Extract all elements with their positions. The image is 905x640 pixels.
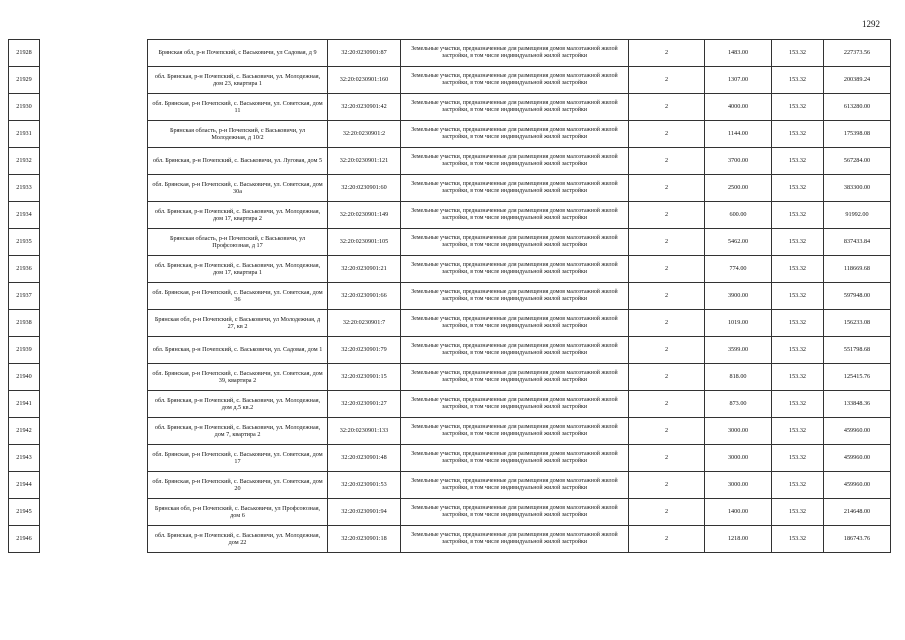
row-number: 21935	[9, 229, 40, 256]
land-use-cell: Земельные участки, предназначенные для размещения домов малоэтажной жилой застройки, в том числе индивидуальной жилой застройки	[401, 148, 629, 175]
column-gap	[40, 283, 148, 310]
area-cell: 1019.00	[705, 310, 772, 337]
row-number: 21932	[9, 148, 40, 175]
address-cell: Брянская обл, р-н Почепский, с Васьковичи, ул Молодежная, д 27, кв 2	[148, 310, 328, 337]
group-cell: 2	[629, 472, 705, 499]
cadastral-number-cell: 32:20:0230901:27	[328, 391, 401, 418]
address-cell: обл. Брянская, р-н Почепский, с. Васьковичи, ул. Луговая, дом 5	[148, 148, 328, 175]
table-row	[9, 499, 891, 526]
address-cell: обл. Брянская, р-н Почепский, с. Васьковичи, ул. Молодежная, дом 17, квартира 2	[148, 202, 328, 229]
rate-cell: 153.32	[772, 40, 824, 67]
column-gap	[40, 526, 148, 553]
group-cell: 2	[629, 418, 705, 445]
column-gap	[40, 418, 148, 445]
cadastral-number-cell: 32:20:0230901:121	[328, 148, 401, 175]
cadastral-number-cell: 32:20:0230901:87	[328, 40, 401, 67]
land-use-cell: Земельные участки, предназначенные для размещения домов малоэтажной жилой застройки, в том числе индивидуальной жилой застройки	[401, 499, 629, 526]
cadastral-number-cell: 32:20:0230901:53	[328, 472, 401, 499]
address-cell: обл. Брянская, р-н Почепский, с. Васьковичи, ул. Молодежная, дом 7, квартира 2	[148, 418, 328, 445]
rate-cell: 153.32	[772, 337, 824, 364]
table-row	[9, 445, 891, 472]
land-use-cell: Земельные участки, предназначенные для размещения домов малоэтажной жилой застройки, в том числе индивидуальной жилой застройки	[401, 94, 629, 121]
column-gap	[40, 40, 148, 67]
table-row	[9, 229, 891, 256]
land-use-cell: Земельные участки, предназначенные для размещения домов малоэтажной жилой застройки, в том числе индивидуальной жилой застройки	[401, 337, 629, 364]
table-row	[9, 283, 891, 310]
row-number: 21946	[9, 526, 40, 553]
area-cell: 1307.00	[705, 67, 772, 94]
group-cell: 2	[629, 148, 705, 175]
column-gap	[40, 472, 148, 499]
cadastral-value-cell: 156233.08	[824, 310, 891, 337]
area-cell: 1218.00	[705, 526, 772, 553]
table-row	[9, 256, 891, 283]
land-use-cell: Земельные участки, предназначенные для размещения домов малоэтажной жилой застройки, в том числе индивидуальной жилой застройки	[401, 364, 629, 391]
address-cell: Брянская обл, р-н Почепский, с. Васьковичи, ул Профсоюзная, дом 6	[148, 499, 328, 526]
address-cell: обл. Брянская, р-н Почепский, с. Васьковичи, ул. Советская, дом 17	[148, 445, 328, 472]
rate-cell: 153.32	[772, 283, 824, 310]
cadastral-value-cell: 597948.00	[824, 283, 891, 310]
group-cell: 2	[629, 202, 705, 229]
address-cell: обл. Брянская, р-н Почепский, с. Васьковичи, ул. Советская, дом 20	[148, 472, 328, 499]
table-row	[9, 40, 891, 67]
group-cell: 2	[629, 526, 705, 553]
group-cell: 2	[629, 67, 705, 94]
area-cell: 774.00	[705, 256, 772, 283]
cadastral-value-cell: 91992.00	[824, 202, 891, 229]
group-cell: 2	[629, 310, 705, 337]
address-cell: обл. Брянская, р-н Почепский, с. Васьковичи, ул. Советская, дом 36	[148, 283, 328, 310]
cadastral-number-cell: 32:20:0230901:160	[328, 67, 401, 94]
row-number: 21933	[9, 175, 40, 202]
area-cell: 5462.00	[705, 229, 772, 256]
land-use-cell: Земельные участки, предназначенные для размещения домов малоэтажной жилой застройки, в том числе индивидуальной жилой застройки	[401, 283, 629, 310]
cadastral-number-cell: 32:20:0230901:42	[328, 94, 401, 121]
area-cell: 3000.00	[705, 472, 772, 499]
rate-cell: 153.32	[772, 175, 824, 202]
column-gap	[40, 364, 148, 391]
group-cell: 2	[629, 229, 705, 256]
column-gap	[40, 148, 148, 175]
column-gap	[40, 337, 148, 364]
rate-cell: 153.32	[772, 67, 824, 94]
cadastral-number-cell: 32:20:0230901:60	[328, 175, 401, 202]
address-cell: обл. Брянская, р-н Почепский, с. Васьковичи, ул. Молодежная, дом 22	[148, 526, 328, 553]
cadastral-number-cell: 32:20:0230901:133	[328, 418, 401, 445]
page-number: 1292	[862, 19, 880, 29]
column-gap	[40, 67, 148, 94]
land-use-cell: Земельные участки, предназначенные для размещения домов малоэтажной жилой застройки, в том числе индивидуальной жилой застройки	[401, 472, 629, 499]
rate-cell: 153.32	[772, 472, 824, 499]
group-cell: 2	[629, 94, 705, 121]
table-row	[9, 418, 891, 445]
row-number: 21936	[9, 256, 40, 283]
row-number: 21938	[9, 310, 40, 337]
cadastral-value-cell: 133848.36	[824, 391, 891, 418]
land-use-cell: Земельные участки, предназначенные для размещения домов малоэтажной жилой застройки, в том числе индивидуальной жилой застройки	[401, 202, 629, 229]
row-number: 21945	[9, 499, 40, 526]
group-cell: 2	[629, 364, 705, 391]
land-use-cell: Земельные участки, предназначенные для размещения домов малоэтажной жилой застройки, в том числе индивидуальной жилой застройки	[401, 175, 629, 202]
cadastral-number-cell: 32:20:0230901:66	[328, 283, 401, 310]
row-number: 21928	[9, 40, 40, 67]
cadastral-value-cell: 186743.76	[824, 526, 891, 553]
column-gap	[40, 499, 148, 526]
rate-cell: 153.32	[772, 94, 824, 121]
row-number: 21944	[9, 472, 40, 499]
group-cell: 2	[629, 499, 705, 526]
cadastral-number-cell: 32:20:0230901:18	[328, 526, 401, 553]
land-use-cell: Земельные участки, предназначенные для размещения домов малоэтажной жилой застройки, в том числе индивидуальной жилой застройки	[401, 121, 629, 148]
address-cell: обл. Брянская, р-н Почепский, с. Васьковичи, ул. Советская, дом 30а	[148, 175, 328, 202]
column-gap	[40, 256, 148, 283]
area-cell: 3700.00	[705, 148, 772, 175]
row-number: 21943	[9, 445, 40, 472]
table-row	[9, 472, 891, 499]
area-cell: 3599.00	[705, 337, 772, 364]
column-gap	[40, 94, 148, 121]
table-row	[9, 94, 891, 121]
land-use-cell: Земельные участки, предназначенные для размещения домов малоэтажной жилой застройки, в том числе индивидуальной жилой застройки	[401, 526, 629, 553]
land-use-cell: Земельные участки, предназначенные для размещения домов малоэтажной жилой застройки, в том числе индивидуальной жилой застройки	[401, 229, 629, 256]
table-row	[9, 310, 891, 337]
area-cell: 818.00	[705, 364, 772, 391]
cadastral-number-cell: 32:20:0230901:15	[328, 364, 401, 391]
row-number: 21939	[9, 337, 40, 364]
table-row	[9, 391, 891, 418]
area-cell: 3900.00	[705, 283, 772, 310]
group-cell: 2	[629, 445, 705, 472]
address-cell: обл. Брянская, р-н Почепский, с. Васьковичи, ул. Молодежная, дом 23, квартира 1	[148, 67, 328, 94]
column-gap	[40, 445, 148, 472]
cadastral-value-cell: 459960.00	[824, 418, 891, 445]
cadastral-number-cell: 32:20:0230901:105	[328, 229, 401, 256]
table-row	[9, 202, 891, 229]
column-gap	[40, 121, 148, 148]
cadastral-value-cell: 214648.00	[824, 499, 891, 526]
rate-cell: 153.32	[772, 229, 824, 256]
land-parcels-table	[8, 39, 891, 553]
cadastral-value-cell: 613280.00	[824, 94, 891, 121]
land-use-cell: Земельные участки, предназначенные для размещения домов малоэтажной жилой застройки, в том числе индивидуальной жилой застройки	[401, 40, 629, 67]
area-cell: 1483.00	[705, 40, 772, 67]
row-number: 21941	[9, 391, 40, 418]
group-cell: 2	[629, 40, 705, 67]
group-cell: 2	[629, 175, 705, 202]
cadastral-value-cell: 383300.00	[824, 175, 891, 202]
group-cell: 2	[629, 283, 705, 310]
cadastral-value-cell: 175398.08	[824, 121, 891, 148]
row-number: 21934	[9, 202, 40, 229]
table-row	[9, 526, 891, 553]
table-row	[9, 364, 891, 391]
rate-cell: 153.32	[772, 526, 824, 553]
rate-cell: 153.32	[772, 445, 824, 472]
rate-cell: 153.32	[772, 499, 824, 526]
area-cell: 600.00	[705, 202, 772, 229]
area-cell: 4000.00	[705, 94, 772, 121]
cadastral-value-cell: 459960.00	[824, 472, 891, 499]
column-gap	[40, 202, 148, 229]
address-cell: Брянская обл, р-н Почепский, с Васьковичи, ул Садовая, д 9	[148, 40, 328, 67]
land-use-cell: Земельные участки, предназначенные для размещения домов малоэтажной жилой застройки, в том числе индивидуальной жилой застройки	[401, 256, 629, 283]
column-gap	[40, 310, 148, 337]
rate-cell: 153.32	[772, 310, 824, 337]
table-row	[9, 148, 891, 175]
rate-cell: 153.32	[772, 202, 824, 229]
address-cell: обл. Брянская, р-н Почепский, с. Васьковичи, ул. Молодежная, дом 17, квартира 1	[148, 256, 328, 283]
cadastral-value-cell: 200389.24	[824, 67, 891, 94]
row-number: 21940	[9, 364, 40, 391]
group-cell: 2	[629, 391, 705, 418]
table-row	[9, 121, 891, 148]
rate-cell: 153.32	[772, 364, 824, 391]
land-use-cell: Земельные участки, предназначенные для размещения домов малоэтажной жилой застройки, в том числе индивидуальной жилой застройки	[401, 67, 629, 94]
address-cell: обл. Брянская, р-н Почепский, с. Васьковичи, ул. Советская, дом 11	[148, 94, 328, 121]
cadastral-number-cell: 32:20:0230901:149	[328, 202, 401, 229]
row-number: 21929	[9, 67, 40, 94]
area-cell: 3000.00	[705, 445, 772, 472]
land-use-cell: Земельные участки, предназначенные для размещения домов малоэтажной жилой застройки, в том числе индивидуальной жилой застройки	[401, 391, 629, 418]
land-use-cell: Земельные участки, предназначенные для размещения домов малоэтажной жилой застройки, в том числе индивидуальной жилой застройки	[401, 310, 629, 337]
address-cell: обл. Брянская, р-н Почепский, с. Васьковичи, ул. Садовая, дом 1	[148, 337, 328, 364]
table-body	[9, 40, 891, 553]
area-cell: 873.00	[705, 391, 772, 418]
cadastral-number-cell: 32:20:0230901:94	[328, 499, 401, 526]
cadastral-number-cell: 32:20:0230901:2	[328, 121, 401, 148]
cadastral-number-cell: 32:20:0230901:79	[328, 337, 401, 364]
cadastral-number-cell: 32:20:0230901:48	[328, 445, 401, 472]
rate-cell: 153.32	[772, 148, 824, 175]
cadastral-value-cell: 551798.68	[824, 337, 891, 364]
land-use-cell: Земельные участки, предназначенные для размещения домов малоэтажной жилой застройки, в том числе индивидуальной жилой застройки	[401, 418, 629, 445]
group-cell: 2	[629, 121, 705, 148]
land-use-cell: Земельные участки, предназначенные для размещения домов малоэтажной жилой застройки, в том числе индивидуальной жилой застройки	[401, 445, 629, 472]
group-cell: 2	[629, 337, 705, 364]
cadastral-value-cell: 837433.84	[824, 229, 891, 256]
address-cell: обл. Брянская, р-н Почепский, с. Васьковичи, ул. Молодежная, дом д.5 кв.2	[148, 391, 328, 418]
row-number: 21942	[9, 418, 40, 445]
row-number: 21931	[9, 121, 40, 148]
cadastral-number-cell: 32:20:0230901:7	[328, 310, 401, 337]
cadastral-value-cell: 459960.00	[824, 445, 891, 472]
address-cell: Брянская область, р-н Почепский, с Васьковичи, ул Молодежная, д 10/2	[148, 121, 328, 148]
cadastral-value-cell: 125415.76	[824, 364, 891, 391]
area-cell: 1144.00	[705, 121, 772, 148]
table-row	[9, 67, 891, 94]
table-row	[9, 337, 891, 364]
cadastral-value-cell: 118669.68	[824, 256, 891, 283]
column-gap	[40, 229, 148, 256]
address-cell: обл. Брянская, р-н Почепский, с. Васьковичи, ул. Советская, дом 39, квартира 2	[148, 364, 328, 391]
cadastral-number-cell: 32:20:0230901:21	[328, 256, 401, 283]
cadastral-value-cell: 227373.56	[824, 40, 891, 67]
area-cell: 3000.00	[705, 418, 772, 445]
row-number: 21937	[9, 283, 40, 310]
group-cell: 2	[629, 256, 705, 283]
column-gap	[40, 391, 148, 418]
cadastral-value-cell: 567284.00	[824, 148, 891, 175]
table-row	[9, 175, 891, 202]
rate-cell: 153.32	[772, 121, 824, 148]
area-cell: 2500.00	[705, 175, 772, 202]
rate-cell: 153.32	[772, 256, 824, 283]
rate-cell: 153.32	[772, 391, 824, 418]
area-cell: 1400.00	[705, 499, 772, 526]
row-number: 21930	[9, 94, 40, 121]
column-gap	[40, 175, 148, 202]
address-cell: Брянская область, р-н Почепский, с Васьковичи, ул Профсоюзная, д 17	[148, 229, 328, 256]
rate-cell: 153.32	[772, 418, 824, 445]
